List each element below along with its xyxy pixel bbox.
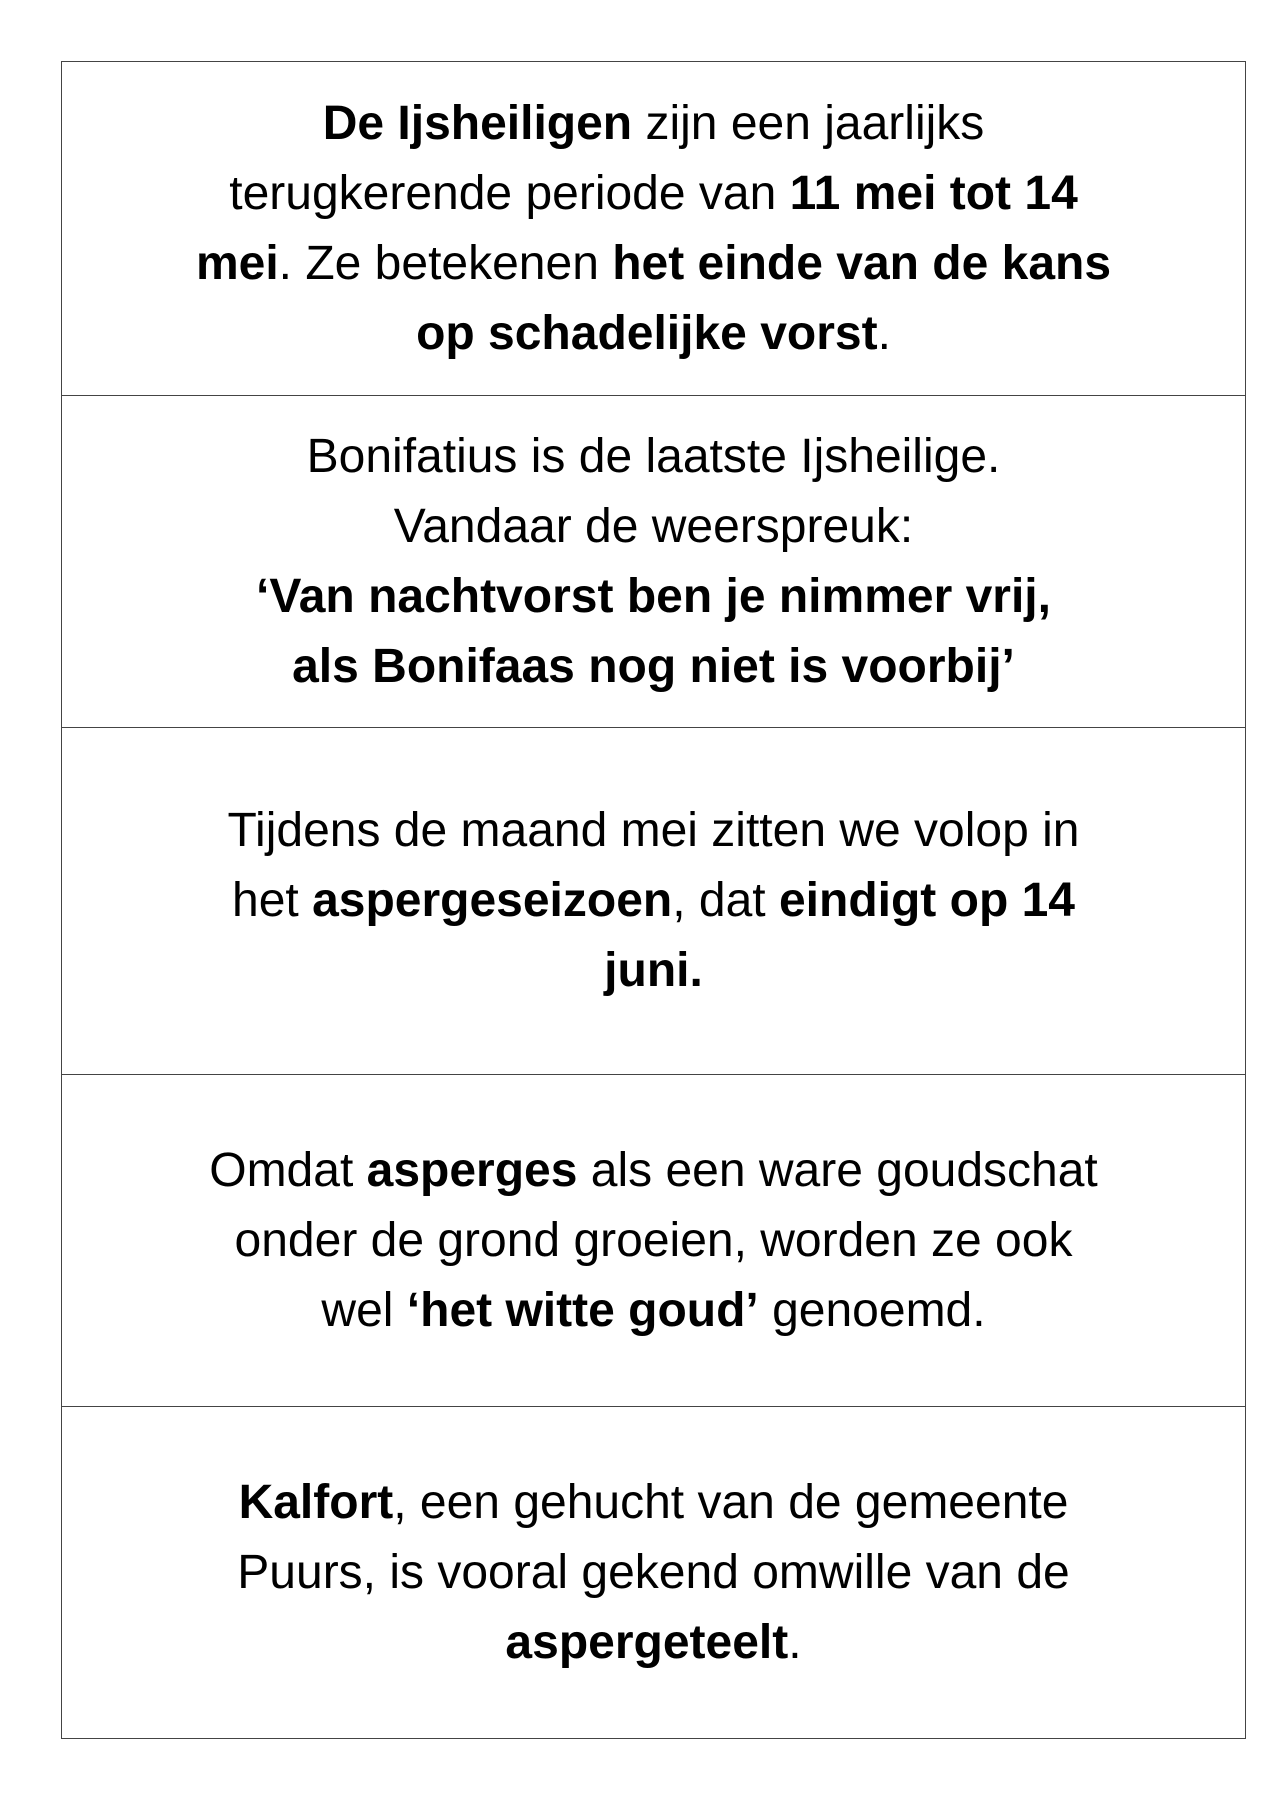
text: onder de grond groeien, worden ze ook xyxy=(234,1213,1073,1267)
text: Puurs, is vooral gekend omwille van de xyxy=(237,1545,1070,1599)
text: zijn een jaarlijks xyxy=(632,96,985,150)
facts-table xyxy=(61,61,1246,1739)
bold-text: 11 mei tot 14 xyxy=(789,166,1078,220)
bold-text: het einde van de kans xyxy=(612,236,1112,290)
bold-text: als Bonifaas nog niet is voorbij’ xyxy=(292,639,1015,693)
card-text xyxy=(196,89,1111,369)
text: het xyxy=(232,874,313,927)
text: Bonifatius is de laatste Ijsheilige. xyxy=(306,429,1001,483)
card-aspergeseizoen xyxy=(62,727,1245,1074)
text: genoemd. xyxy=(758,1283,986,1337)
text: , dat xyxy=(672,874,779,927)
text: wel xyxy=(321,1283,407,1337)
text: Vandaar de weerspreuk: xyxy=(393,499,914,553)
card-witte-goud xyxy=(62,1074,1245,1406)
card-ijsheiligen xyxy=(62,62,1245,395)
text: Omdat xyxy=(209,1143,367,1197)
bold-text: mei xyxy=(195,236,279,290)
text: als een ware goudschat xyxy=(577,1143,1098,1197)
bold-text: asperges xyxy=(366,1143,578,1197)
card-bonifatius xyxy=(62,395,1245,727)
text: . Ze betekenen xyxy=(278,236,613,290)
card-text xyxy=(237,1468,1069,1678)
card-kalfort xyxy=(62,1406,1245,1738)
bold-text: Kalfort xyxy=(238,1475,394,1529)
bold-text: ‘het witte goud’ xyxy=(406,1283,759,1337)
bold-text: aspergeteelt xyxy=(505,1615,789,1669)
card-text xyxy=(209,1136,1098,1346)
bold-text: De Ijsheiligen xyxy=(322,96,633,150)
card-text xyxy=(256,422,1051,702)
bold-text: juni. xyxy=(604,944,703,997)
bold-text: aspergeseizoen xyxy=(312,874,673,927)
text: , een gehucht van de gemeente xyxy=(393,1475,1069,1529)
bold-text: op schadelijke vorst xyxy=(416,306,878,360)
card-text xyxy=(228,796,1080,1006)
text: . xyxy=(877,306,891,360)
bold-text: ‘Van nachtvorst ben je nimmer vrij, xyxy=(256,569,1051,623)
bold-text: eindigt op 14 xyxy=(778,874,1075,927)
text: terugkerende periode van xyxy=(229,166,790,220)
text: . xyxy=(788,1615,802,1669)
text: Tijdens de maand mei zitten we volop in xyxy=(227,804,1080,857)
